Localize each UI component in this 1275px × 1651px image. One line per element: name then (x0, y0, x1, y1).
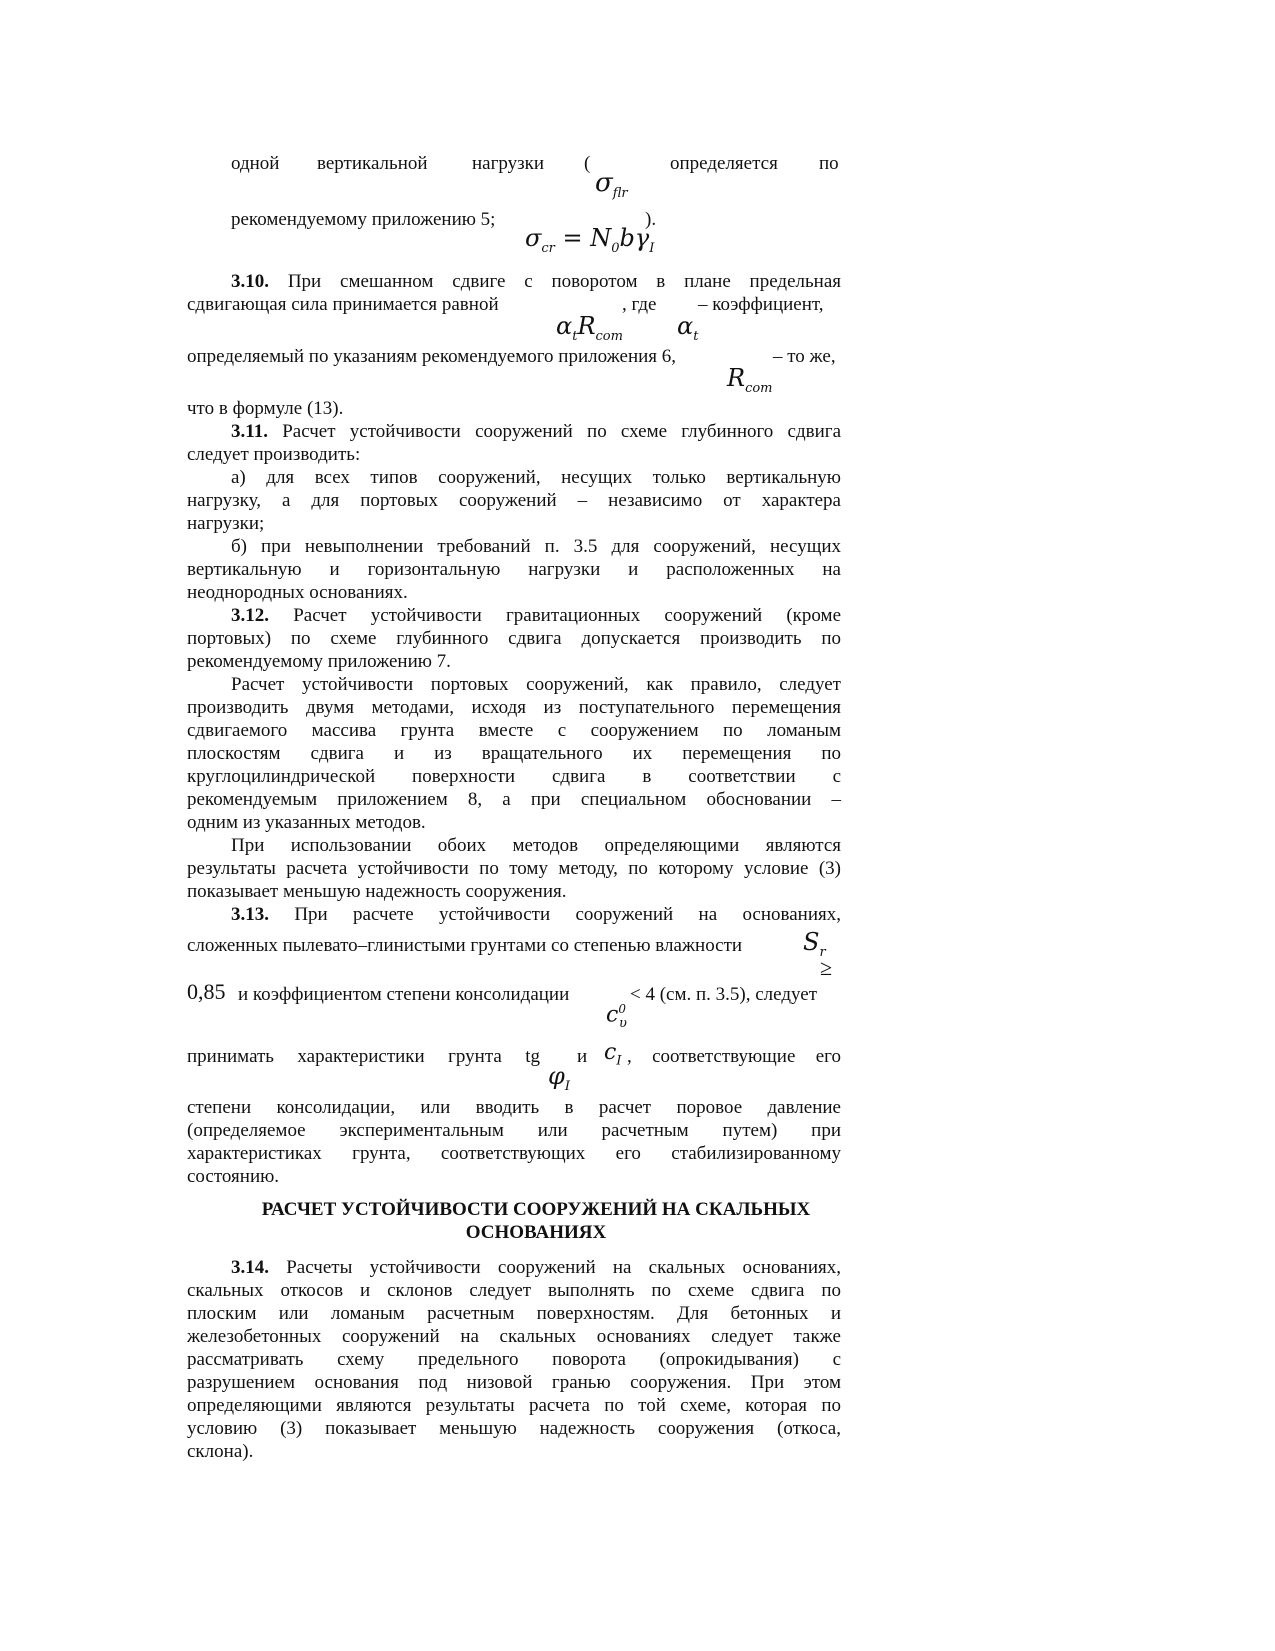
word: вертикальной (317, 153, 428, 174)
text-line: сложенных пылевато–глинистыми грунтами со степенью влажности (187, 935, 743, 956)
paragraph-line: круглоцилиндрической поверхности сдвига в соответствии с (187, 766, 841, 787)
paragraph-line: степени консолидации, или вводить в расчет поровое давление (187, 1097, 841, 1118)
paragraph-line: (определяемое экспериментальным или расчетным путем) при (187, 1120, 841, 1141)
paragraph-line: разрушением основания под низовой гранью сооружения. При этом (187, 1372, 841, 1393)
paragraph-line: производить двумя методами, исходя из поступательного перемещения (187, 697, 841, 718)
text-line: сдвигающая сила принимается равной (187, 294, 499, 315)
formula-alpha-t: $\alpha_t$ (677, 312, 699, 344)
formula-c-nu: $c^0_\upsilon$ (606, 1002, 627, 1031)
formula-alpha-r-com: $\alpha_tR_{com}$ (556, 312, 623, 344)
text-line: , где (622, 294, 657, 315)
section-heading: ОСНОВАНИЯХ (465, 1222, 607, 1243)
word: по (819, 153, 839, 174)
paragraph-line: что в формуле (13). (187, 398, 344, 419)
section-number: 3.13. (231, 904, 269, 925)
section-number: 3.10. (231, 271, 269, 292)
paragraph-line: портовых) по схеме глубинного сдвига допускается производить по (187, 628, 841, 649)
text-line: и (577, 1046, 588, 1067)
word: нагрузки (472, 153, 545, 174)
paragraph-line: рассматривать схему предельного поворота (опрокидывания) с (187, 1349, 841, 1370)
paragraph-line: следует производить: (187, 444, 361, 465)
formula-r-com: $R_{com}$ (727, 364, 773, 396)
paragraph-line: плоским или ломаным расчетным поверхностям. Для бетонных и (187, 1303, 841, 1324)
paragraph-line: сдвигаемого массива грунта вместе с сооружением по ломаным (187, 720, 841, 741)
paragraph-line: рекомендуемому приложению 7. (187, 651, 451, 672)
formula-sigma-flr: $\sigma_{flr}$ (595, 168, 628, 202)
word: ( (584, 153, 591, 174)
paragraph-line: характеристиках грунта, соответствующих его стабилизированному (187, 1143, 841, 1164)
section-number: 3.11. (231, 421, 268, 442)
paragraph-line: склона). (187, 1441, 254, 1462)
paragraph-line: одним из указанных методов. (187, 812, 426, 833)
text-line: рекомендуемому приложению 5; (231, 209, 496, 230)
paragraph-line: рекомендуемым приложением 8, а при специальном обосновании – (187, 789, 841, 810)
formula-phi-i: $\varphi_I$ (548, 1062, 570, 1094)
paragraph-line: неоднородных основаниях. (187, 582, 408, 603)
text-line: – коэффициент, (698, 294, 824, 315)
text-value: 0,85 (187, 979, 226, 1004)
paragraph-line: 3.14. Расчеты устойчивости сооружений на скальных основаниях, (231, 1257, 842, 1278)
paragraph-line: показывает меньшую надежность сооружения. (187, 881, 567, 902)
section-number: 3.12. (231, 605, 269, 626)
word: одной (231, 153, 280, 174)
text-line: ). (645, 209, 657, 230)
paragraph-line: нагрузку, а для портовых сооружений – независимо от характера (187, 490, 841, 511)
paragraph-line: состоянию. (187, 1166, 280, 1187)
paragraph-line: 3.11. Расчет устойчивости сооружений по схеме глубинного сдвига (231, 421, 841, 442)
paragraph-line: условию (3) показывает меньшую надежность сооружения (откоса, (187, 1418, 841, 1439)
paragraph-line: 3.13. При расчете устойчивости сооружений на основаниях, (231, 904, 842, 925)
section-heading: РАСЧЕТ УСТОЙЧИВОСТИ СООРУЖЕНИЙ НА СКАЛЬНЫХ (261, 1199, 811, 1220)
paragraph-line: вертикальную и горизонтальную нагрузки и расположенных на (187, 559, 841, 580)
text-line: , соответствующие его (627, 1046, 841, 1067)
paragraph-line: При использовании обоих методов определяющими являются (231, 835, 841, 856)
paragraph-line: 3.10. При смешанном сдвиге с поворотом в плане предельная (231, 271, 841, 292)
formula-s-r: $S_r$ (803, 928, 826, 960)
text-line: – то же, (773, 346, 836, 367)
formula-sigma-cr: $\sigma_{cr} = N_0b\gamma_I$ (525, 224, 655, 256)
paragraph-line: результаты расчета устойчивости по тому методу, по которому условие (3) (187, 858, 841, 879)
paragraph-line: плоскостям сдвига и из вращательного их перемещения по (187, 743, 841, 764)
text-line: и коэффициентом степени консолидации (238, 984, 570, 1005)
paragraph-line: железобетонных сооружений на скальных основаниях следует также (187, 1326, 841, 1347)
paragraph-line: скальных откосов и склонов следует выполнять по схеме сдвига по (187, 1280, 841, 1301)
text-line: определяемый по указаниям рекомендуемого приложения 6, (187, 346, 677, 367)
formula-c-i: $c_I$ (604, 1040, 622, 1069)
word: определяется (670, 153, 778, 174)
paragraph-line: Расчет устойчивости портовых сооружений, как правило, следует (231, 674, 841, 695)
paragraph-line: определяющими являются результаты расчета по той схеме, которая по (187, 1395, 841, 1416)
text-line: принимать характеристики грунта tg (187, 1046, 540, 1067)
paragraph-line: нагрузки; (187, 513, 265, 534)
paragraph-line: а) для всех типов сооружений, несущих только вертикальную (231, 467, 841, 488)
section-number: 3.14. (231, 1257, 269, 1278)
geq-symbol: ≥ (820, 955, 833, 980)
paragraph-line: б) при невыполнении требований п. 3.5 для сооружений, несущих (231, 536, 841, 557)
paragraph-line: 3.12. Расчет устойчивости гравитационных сооружений (кроме (231, 605, 841, 626)
text-line: < 4 (см. п. 3.5), следует (630, 984, 817, 1005)
